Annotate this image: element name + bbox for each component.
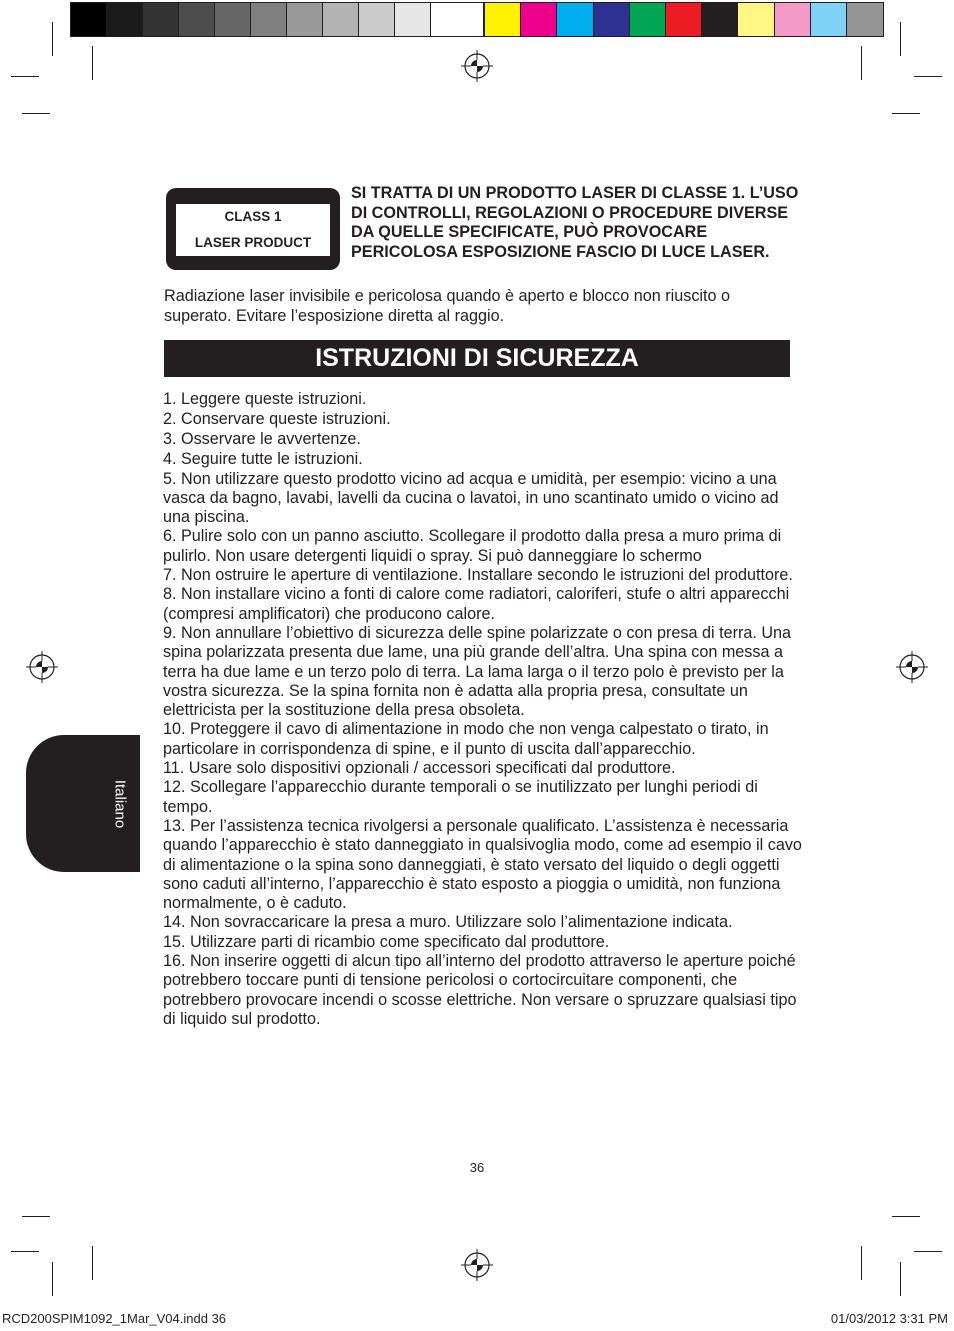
color-swatch (630, 3, 666, 36)
registration-mark-icon (26, 651, 58, 683)
gray-swatch (323, 3, 359, 36)
gray-swatch (179, 3, 215, 36)
language-tab-label: Italiano (111, 779, 129, 829)
gray-swatch (395, 3, 431, 36)
crop-mark (900, 22, 901, 56)
instruction-item: 13. Per l’assistenza tecnica rivolgersi a personale qualificato. L’assistenza è necessaria quando l’apparecchio è stato danneggiato in qualsivoglia modo, come ad esempio il cavo di alimentazione o la spina sono danneggiati, è stato versato del liquido o degli oggetti sono caduti all’interno, l’apparecchio è stato esposto a pioggia o umidità, non funziona normalmente, o è caduto. (163, 816, 802, 913)
color-swatch (738, 3, 774, 36)
gray-swatch (107, 3, 143, 36)
registration-mark-icon (896, 651, 928, 683)
crop-mark (11, 1251, 39, 1252)
gray-swatch (251, 3, 287, 36)
instruction-item: 6. Pulire solo con un panno asciutto. Scollegare il prodotto dalla presa a muro prima di pulirlo. Non usare detergenti liquidi o spray. Si può danneggiare lo schermo (163, 527, 782, 565)
instruction-item: 12. Scollegare l’apparecchio durante temporali o se inutilizzato per lunghi periodi di tempo. (163, 778, 758, 816)
laser-label-class: CLASS 1 (224, 209, 282, 224)
crop-mark (52, 1262, 53, 1296)
gray-swatch (215, 3, 251, 36)
laser-label-inner (176, 204, 330, 256)
footer-filename: RCD200SPIM1092_1Mar_V04.indd 36 (2, 1311, 227, 1326)
instruction-item: 11. Usare solo dispositivi opzionali / accessori specificati dal produttore. (163, 759, 676, 778)
color-swatch (702, 3, 738, 36)
instruction-item: 10. Proteggere il cavo di alimentazione in modo che non venga calpestato o tirato, in particolare in corrispondenza di spine, e il punto di uscita dall’apparecchio. (163, 720, 769, 758)
laser-class-label (166, 188, 340, 270)
registration-mark-icon (461, 50, 493, 82)
color-swatch (594, 3, 630, 36)
crop-mark (92, 46, 93, 80)
instruction-item: 3. Osservare le avvertenze. (163, 429, 361, 448)
crop-mark (892, 1216, 920, 1217)
color-swatch (521, 3, 557, 36)
instruction-item: 7. Non ostruire le aperture di ventilazione. Installare secondo le istruzioni del produttore. (163, 566, 793, 585)
crop-mark (92, 1246, 93, 1280)
color-swatch (847, 3, 883, 36)
gray-color-bar (70, 2, 484, 37)
crop-mark (892, 113, 920, 114)
instruction-item: 15. Utilizzare parti di ricambio come specificato dal produttore. (163, 932, 610, 951)
crop-mark (22, 113, 50, 114)
crop-mark (914, 1251, 942, 1252)
color-swatch (775, 3, 811, 36)
section-title-banner: ISTRUZIONI DI SICUREZZA (164, 340, 790, 377)
instruction-item: 5. Non utilizzare questo prodotto vicino ad acqua e umidità, per esempio: vicino a una vasca da bagno, lavabi, lavelli da cucina o lavatoi, in uno scantinato umido o vicino ad una piscina. (163, 469, 779, 527)
crop-mark (11, 76, 39, 77)
process-color-bar (484, 2, 884, 37)
crop-mark (861, 46, 862, 80)
safety-instructions-list (163, 390, 803, 1029)
color-swatch (811, 3, 847, 36)
crop-mark (52, 22, 53, 56)
gray-swatch (71, 3, 107, 36)
gray-swatch (143, 3, 179, 36)
laser-label-product: LASER PRODUCT (194, 235, 312, 250)
radiation-warning-text: Radiazione laser invisibile e pericolosa quando è aperto e blocco non riuscito o superato. Evitare l’esposizione diretta al raggio. (164, 287, 731, 325)
crop-mark (914, 76, 942, 77)
gray-swatch (431, 3, 467, 36)
instruction-item: 16. Non inserire oggetti di alcun tipo all’interno del prodotto attraverso le aperture poiché potrebbero toccare punti di tensione pericolosi o cortocircuitare componenti, che potrebbero provocare incendi o scosse elettriche. Non versare o spruzzare qualsiasi tipo di liquido sul prodotto. (163, 951, 797, 1028)
registration-mark-icon (461, 1249, 493, 1281)
color-swatch (557, 3, 593, 36)
gray-swatch (359, 3, 395, 36)
footer-timestamp: 01/03/2012 3:31 PM (830, 1311, 948, 1326)
color-swatch (485, 3, 521, 36)
color-swatch (666, 3, 702, 36)
gray-swatch (287, 3, 323, 36)
instruction-item: 4. Seguire tutte le istruzioni. (163, 449, 363, 468)
instruction-item: 9. Non annullare l’obiettivo di sicurezza delle spine polarizzate o con presa di terra. Una spina polarizzata presenta due lame, una più grande dell’altra. Una spina con messa a terra ha due lame e un terzo polo di terra. La lama larga o il terzo polo è previsto per la vostra sicurezza. Se la spina fornita non è adatta alla propria presa, consultate un elettricista per la sostituzione della presa obsoleta. (163, 623, 792, 720)
crop-mark (22, 1216, 50, 1217)
page-number: 36 (469, 1160, 485, 1175)
instruction-item: 8. Non installare vicino a fonti di calore come radiatori, caloriferi, stufe o altri apparecchi (compresi amplificatori) che producono calore. (163, 585, 790, 623)
instruction-item: 1. Leggere queste istruzioni. (163, 390, 367, 408)
laser-warning-text: SI TRATTA DI UN PRODOTTO LASER DI CLASSE 1. L’USO DI CONTROLLI, REGOLAZIONI O PROCEDURE DIVERSE DA QUELLE SPECIFICATE, PUÒ PROVOCARE PERICOLOSA ESPOSIZIONE FASCIO DI LUCE LASER. (351, 184, 799, 261)
crop-mark (900, 1262, 901, 1296)
crop-mark (861, 1246, 862, 1280)
instruction-item: 14. Non sovraccaricare la presa a muro. Utilizzare solo l’alimentazione indicata. (163, 913, 733, 932)
instruction-item: 2. Conservare queste istruzioni. (163, 409, 391, 428)
